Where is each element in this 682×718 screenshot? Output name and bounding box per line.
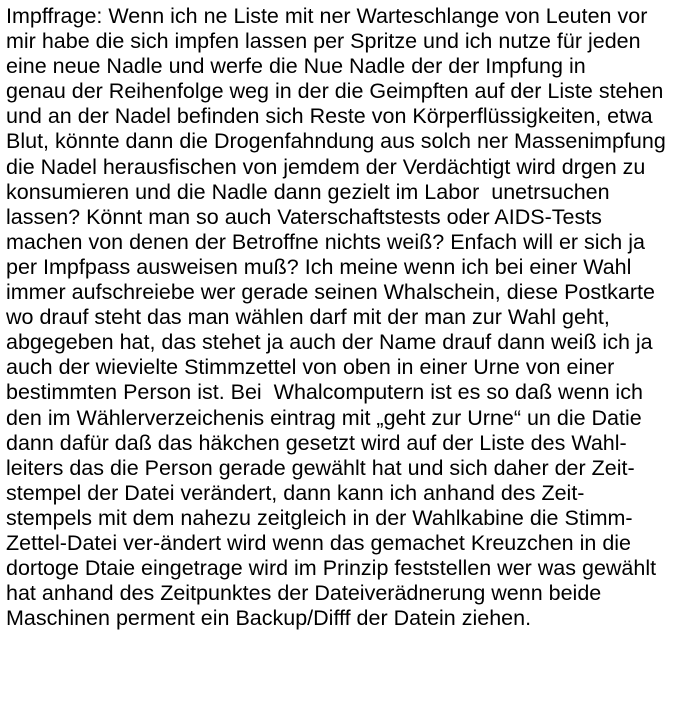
text-line-10: machen von denen der Betroffne nichts weiß? Enfach will er sich ja	[6, 229, 645, 254]
text-line-22: Zettel-Datei ver-ändert wird wenn das gemachet Kreuzchen in die	[6, 530, 632, 555]
text-line-21: stempels mit dem nahezu zeitgleich in der Wahlkabine die Stimm-	[6, 505, 633, 530]
text-line-17: den im Wählerverzeichenis eintrag mit „geht zur Urne“ un die Datie	[6, 405, 642, 430]
text-line-23: dortoge Dtaie eingetrage wird im Prinzip feststellen wer was gewählt	[6, 556, 657, 581]
text-line-9: lassen? Könnt man so auch Vaterschaftstests oder AIDS-Tests	[6, 204, 602, 229]
text-line-24: hat anhand des Zeitpunktes der Dateiverädnerung wenn beide	[6, 581, 602, 606]
text-line-4: genau der Reihenfolge weg in der die Geimpften auf der Liste stehen	[6, 79, 664, 104]
document-text	[6, 4, 682, 631]
text-line-20: stempel der Datei verändert, dann kann ich anhand des Zeit-	[6, 480, 585, 505]
text-line-11: per Impfpass ausweisen muß? Ich meine wenn ich bei einer Wahl	[6, 254, 632, 279]
text-line-1: Impffrage: Wenn ich ne Liste mit ner Warteschlange von Leuten vor	[6, 4, 648, 28]
text-line-19: leiters das die Person gerade gewählt hat und sich daher der Zeit-	[6, 455, 635, 480]
text-line-14: abgegeben hat, das stehet ja auch der Name drauf dann weiß ich ja	[6, 330, 653, 355]
text-line-8: konsumieren und die Nadle dann gezielt im Labor unetrsuchen	[6, 179, 610, 204]
text-line-16: bestimmten Person ist. Bei Whalcomputern ist es so daß wenn ich	[6, 380, 643, 405]
text-line-7: die Nadel herausfischen von jemdem der Verdächtigt wird drgen zu	[6, 154, 646, 179]
text-line-13: wo drauf steht das man wählen darf mit der man zur Wahl geht,	[6, 305, 610, 330]
text-line-3: eine neue Nadle und werfe die Nue Nadle der der Impfung in	[6, 54, 586, 79]
text-line-6: Blut, könnte dann die Drogenfahndung aus solch ner Massenimpfung	[6, 129, 666, 154]
text-line-15: auch der wievielte Stimmzettel von oben in einer Urne von einer	[6, 355, 615, 380]
text-line-5: und an der Nadel befinden sich Reste von Körperflüssigkeiten, etwa	[6, 104, 653, 129]
text-line-12: immer aufschreiebe wer gerade seinen Whalschein, diese Postkarte	[6, 280, 655, 305]
text-line-18: dann dafür daß das häkchen gesetzt wird auf der Liste des Wahl-	[6, 430, 627, 455]
text-line-25: Maschinen perment ein Backup/Difff der Datein ziehen.	[6, 606, 532, 631]
text-line-2: mir habe die sich impfen lassen per Spritze und ich nutze für jeden	[6, 29, 641, 54]
